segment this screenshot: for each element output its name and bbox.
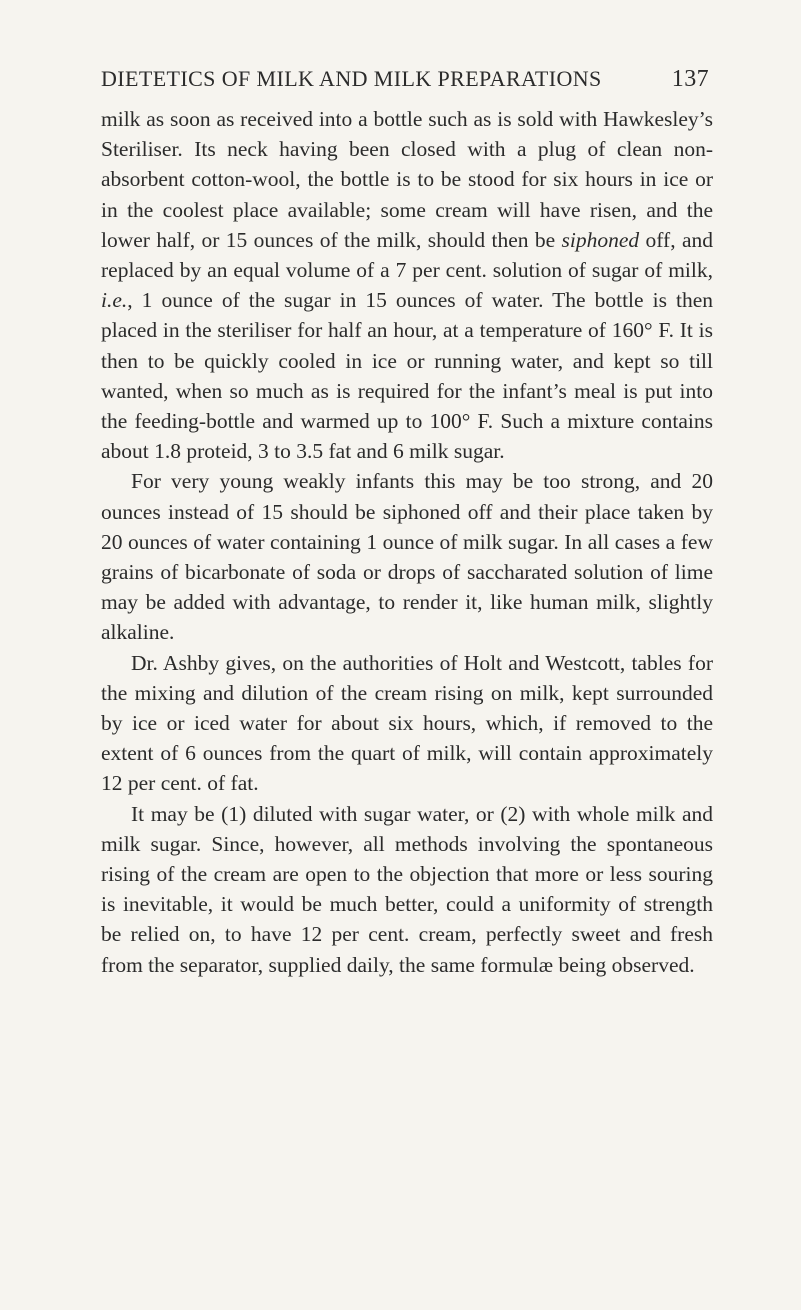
paragraph-4 <box>101 799 713 980</box>
paragraph-3 <box>101 648 713 799</box>
italic-text-run: siphoned <box>561 227 640 252</box>
paragraph-1 <box>101 104 713 466</box>
text-run: It may be (1) diluted with sugar water, or (2) with whole milk and milk sugar. Since, however, all methods involving the spontaneous rising of the cream are open to the objection that more or less souring is inevitable, it would be much better, could a uniformity of strength be relied on, to have 12 per cent. cream, perfectly sweet and fresh from the separator, supplied daily, the same formulæ being observed. <box>101 801 713 977</box>
paragraph-2 <box>101 466 713 647</box>
running-head-title: DIETETICS OF MILK AND MILK PREPARATIONS <box>101 66 602 91</box>
page-number: 137 <box>671 66 709 92</box>
text-run: , 1 ounce of the sugar in 15 ounces of water. The bottle is then placed in the steriliser for half an hour, at a temperature of 160° F. It is then to be quickly cooled in ice or running water, and kept so till wanted, when so much as is required for the infant’s meal is put into the feeding-bottle and warmed up to 100° F. Such a mixture contains about 1.8 proteid, 3 to 3.5 fat and 6 milk sugar. <box>101 288 713 464</box>
body-text <box>101 104 713 980</box>
text-run: For very young weakly infants this may be too strong, and 20 ounces instead of 15 should be siphoned off and their place taken by 20 ounces of water containing 1 ounce of milk sugar. In all cases a few grains of bicarbonate of soda or drops of saccharated solution of lime may be added with advantage, to render it, like human milk, slightly alkaline. <box>101 469 713 645</box>
running-head <box>101 66 709 96</box>
italic-text-run: i.e. <box>101 288 128 313</box>
text-run: milk as soon as received into a bottle such as is sold with Hawkesley’s Steriliser. Its neck having been closed with a plug of clean non-absorbent cotton-wool, the bottle is to be stood for six hours in ice or in the coolest place available; some cream will have risen, and the lower half, or 15 ounces of the milk, should then be <box>101 107 713 252</box>
text-run: off, and replaced by an equal volume of a 7 per cent. solution of sugar of milk, <box>101 227 713 283</box>
text-run: Dr. Ashby gives, on the authorities of Holt and Westcott, tables for the mixing and dilution of the cream rising on milk, kept surrounded by ice or iced water for about six hours, which, if removed to the extent of 6 ounces from the quart of milk, will contain approximately 12 per cent. of fat. <box>101 650 713 796</box>
